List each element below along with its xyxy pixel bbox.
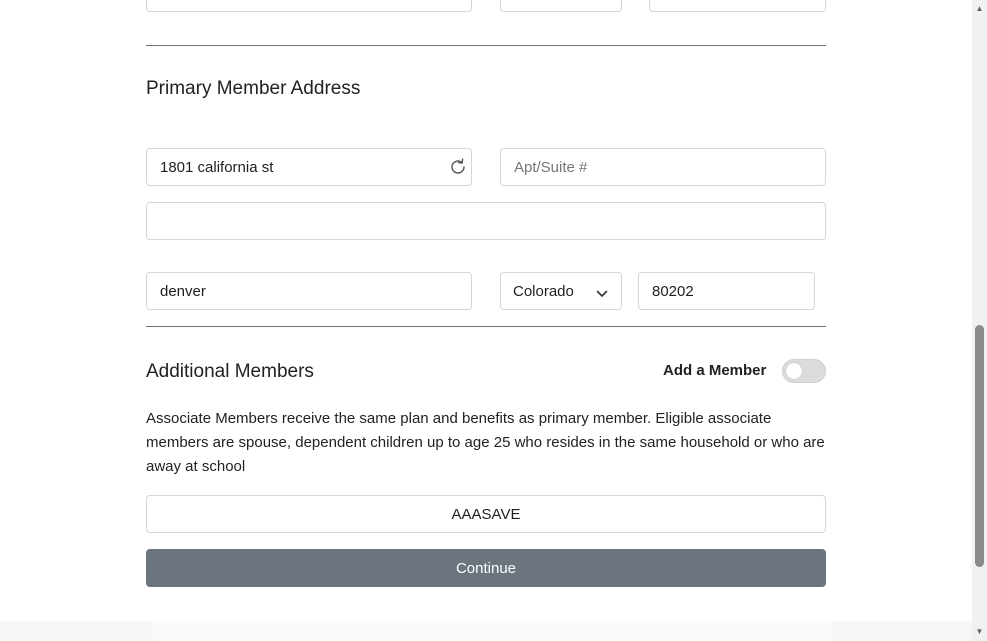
scroll-up-arrow-icon[interactable]: ▲ <box>975 4 984 13</box>
scrollbar-thumb[interactable] <box>975 325 984 567</box>
zip-field[interactable] <box>638 272 815 310</box>
chevron-down-icon <box>596 286 608 296</box>
additional-members-title: Additional Members <box>146 361 314 382</box>
continue-button[interactable]: Continue <box>146 549 826 587</box>
street-address-field[interactable] <box>146 148 472 186</box>
primary-member-address-title: Primary Member Address <box>146 78 361 99</box>
apt-suite-input[interactable] <box>514 159 825 176</box>
scrollbar-track[interactable] <box>972 0 987 641</box>
city-input[interactable] <box>160 283 471 300</box>
add-member-toggle[interactable] <box>782 359 826 383</box>
section-divider-middle <box>146 326 826 327</box>
section-divider-top <box>146 45 826 46</box>
apt-suite-field[interactable] <box>500 148 826 186</box>
previous-field-3[interactable] <box>649 0 826 12</box>
footer-panel <box>153 621 833 641</box>
toggle-knob <box>786 363 802 379</box>
add-member-label: Add a Member <box>663 362 767 379</box>
previous-field-2[interactable] <box>500 0 622 12</box>
address-line2-field[interactable] <box>146 202 826 240</box>
promo-code-field[interactable] <box>146 495 826 533</box>
footer-strip <box>0 621 972 641</box>
state-select[interactable] <box>500 272 622 310</box>
zip-input[interactable] <box>652 283 814 300</box>
state-selected-value: Colorado <box>513 282 574 300</box>
associate-members-description: Associate Members receive the same plan and benefits as primary member. Eligible associate members are spouse, dependent children up to age 25 who resides in the same household or who are away at school <box>146 410 825 475</box>
refresh-icon[interactable] <box>448 157 468 177</box>
city-field[interactable] <box>146 272 472 310</box>
previous-field-1[interactable] <box>146 0 472 12</box>
scroll-down-arrow-icon[interactable]: ▼ <box>975 627 984 636</box>
promo-code-input[interactable] <box>147 506 825 523</box>
street-address-input[interactable] <box>160 159 435 176</box>
address-line2-input[interactable] <box>160 213 825 230</box>
